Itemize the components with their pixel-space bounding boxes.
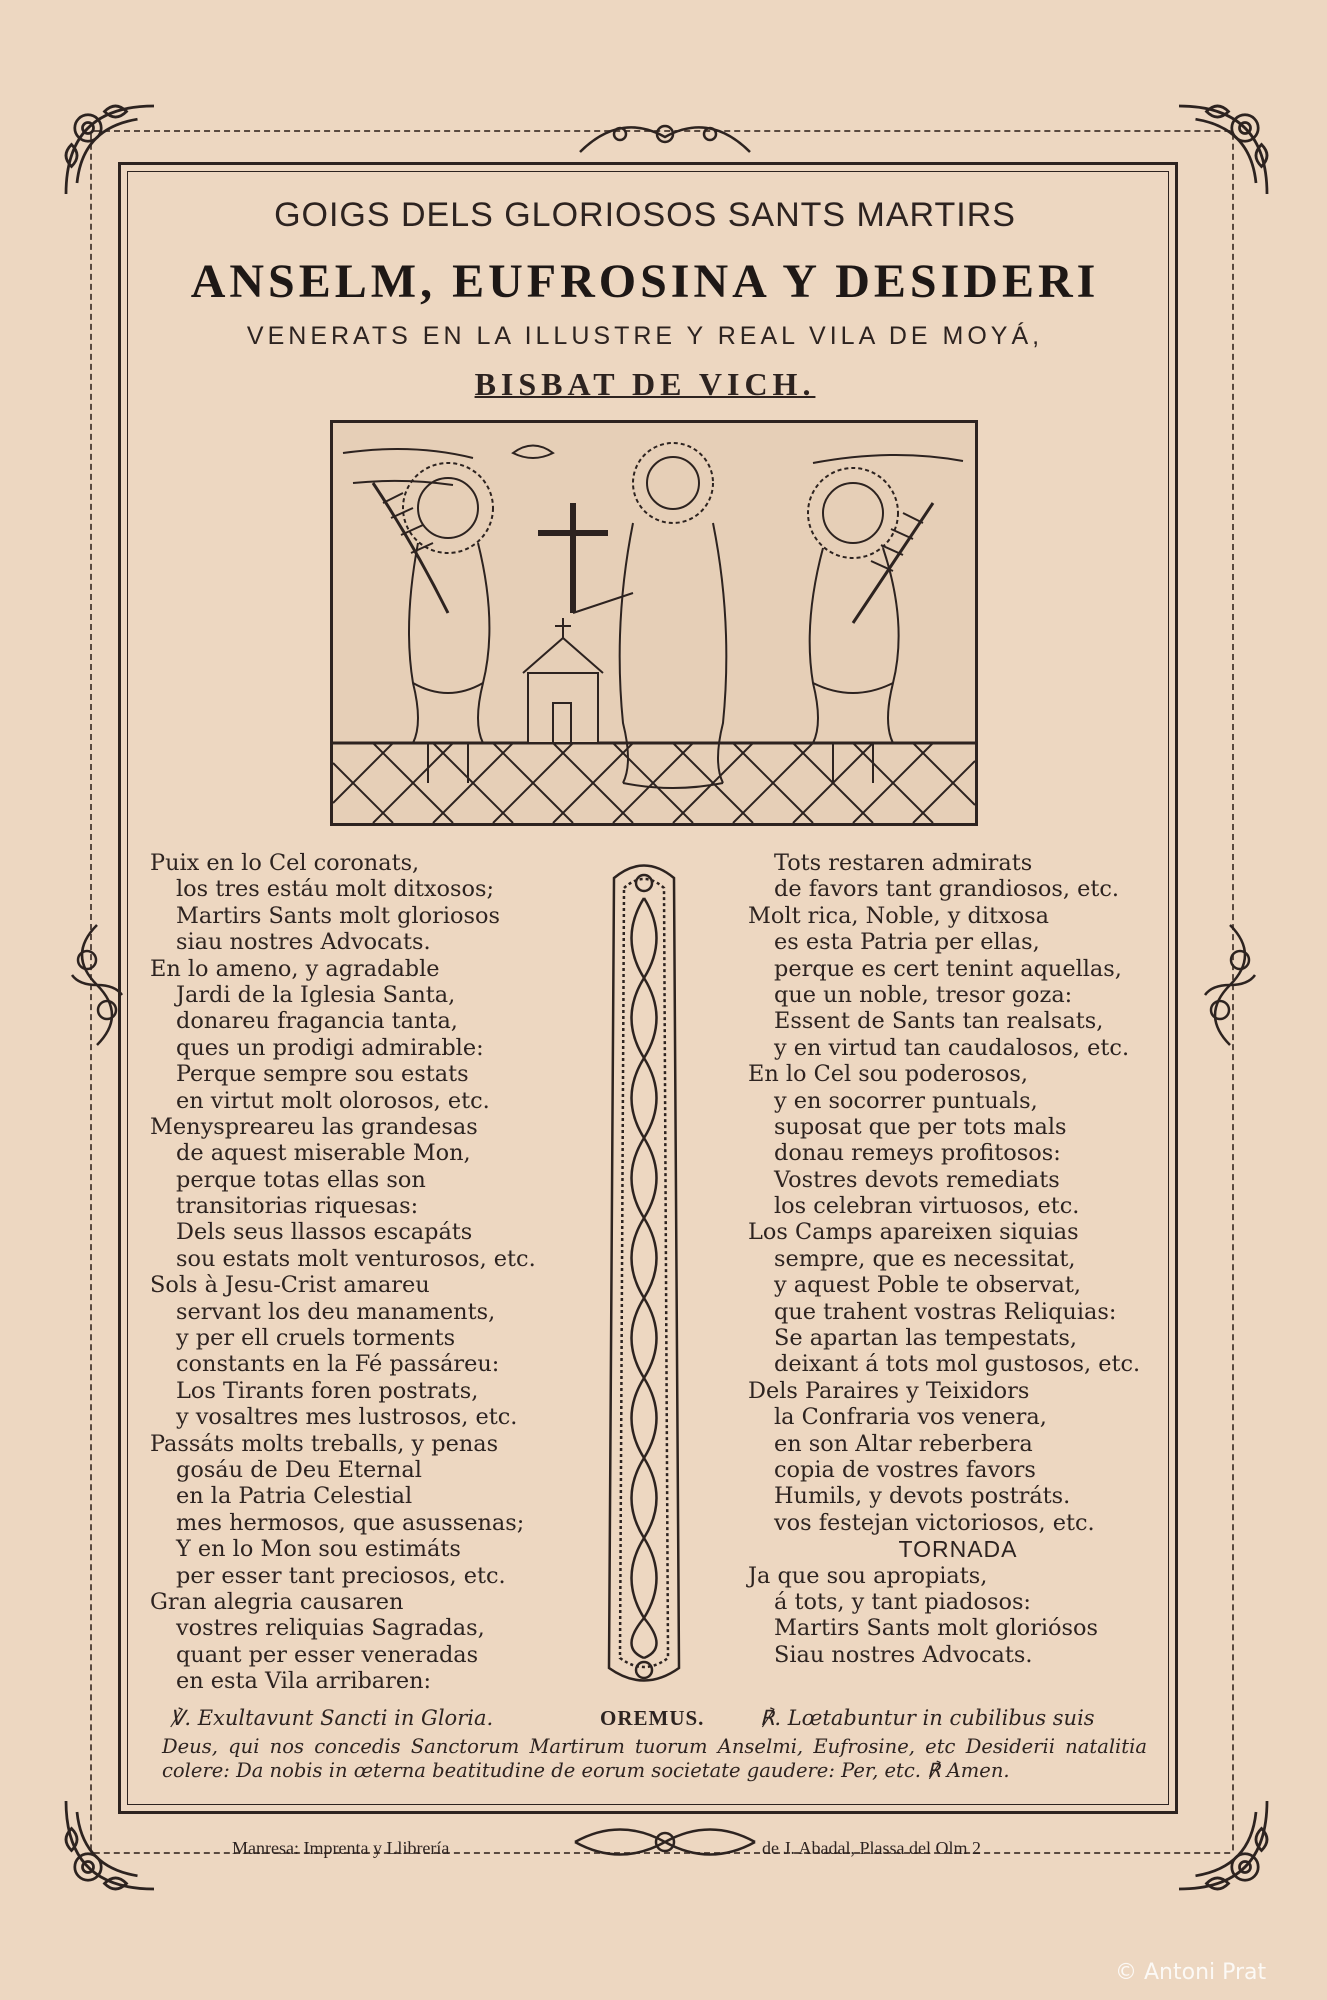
verse-line: gosáu de Deu Eternal [176,1456,422,1483]
verse-line: Ja que sou apropiats, [748,1562,988,1589]
church-building [523,618,603,743]
verse-line: Jardi de la Iglesia Santa, [176,981,456,1008]
verse-line: Siau nostres Advocats. [774,1641,1033,1668]
copyright-watermark: © Antoni Prat [1115,1960,1267,1985]
verse-line: Molt rica, Noble, y ditxosa [748,902,1049,929]
corner-ornament-top-right [1168,95,1278,205]
verse-line: quant per esser veneradas [176,1641,479,1668]
verse-line: Humils, y devots postráts. [774,1483,1071,1510]
verse-line: Y en lo Mon sou estimáts [176,1536,461,1563]
verse-line: los tres estáu molt ditxosos; [176,876,495,903]
woodcut-illustration [330,420,978,826]
tornada-heading: TORNADA [898,1536,1018,1563]
verse-line: y aquest Poble te observat, [774,1272,1081,1299]
verse-line: suposat que per tots mals [774,1113,1067,1140]
verse-line: en la Patria Celestial [176,1483,413,1510]
verse-line: Martirs Sants molt gloriosos [176,902,500,929]
verse-line: donareu fragancia tanta, [176,1008,458,1035]
verse-line: ques un prodigi admirable: [176,1034,484,1061]
verse-line: Los Tirants foren postrats, [176,1377,479,1404]
imprint-right: de J. Abadal, Plassa del Olm 2 [762,1838,981,1858]
verse-line: Se apartan las tempestats, [774,1325,1077,1352]
corner-ornament-bottom-right [1168,1790,1278,1900]
verse-line: per esser tant preciosos, etc. [176,1562,506,1589]
title-line-1: GOIGS DELS GLORIOSOS SANTS MARTIRS [274,196,1016,234]
verse-line: sou estats molt venturosos, etc. [176,1245,536,1272]
verse-line: en son Altar reberbera [774,1430,1033,1457]
verse-line: deixant á tots mol gustosos, etc. [774,1351,1141,1378]
verse-line: donau remeys profitosos: [774,1140,1061,1167]
verse-line: Essent de Sants tan realsats, [774,1008,1104,1035]
verse-line: y vosaltres mes lustrosos, etc. [176,1404,518,1431]
verse-line: Gran alegria causaren [150,1588,404,1615]
response: ℟. Lœtabuntur in cubilibus suis [760,1706,1095,1730]
verse-line: constants en la Fé passáreu: [176,1351,500,1378]
verse-line: perque totas ellas son [176,1166,426,1193]
title-saints-names: ANSELM, EUFROSINA Y DESIDERI [190,255,1100,308]
verse-line: Tots restaren admirats [774,850,1033,876]
verse-line: y en socorrer puntuals, [774,1087,1038,1114]
verse-line: perque es cert tenint aquellas, [774,955,1122,982]
verse-line: Vostres devots remediats [774,1166,1060,1193]
verse-line: Los Camps apareixen siquias [748,1219,1079,1246]
verse-line: mes hermosos, que asussenas; [176,1509,525,1536]
verse-line: de aquest miserable Mon, [176,1140,471,1167]
verse-line: y en virtud tan caudalosos, etc. [774,1034,1130,1061]
ground-hatching [333,743,975,823]
verse-line: Martirs Sants molt gloriósos [774,1615,1098,1642]
verse-line: siau nostres Advocats. [176,929,431,956]
saint-right-figure [808,468,933,783]
verse-line: la Confraria vos venera, [774,1404,1047,1431]
title-bishopric: BISBAT DE VICH. [474,366,816,402]
verse-line: Dels seus llassos escapáts [176,1219,473,1246]
verse-line: En lo Cel sou poderosos, [748,1061,1028,1088]
verse-line: En lo ameno, y agradable [150,955,440,982]
verse-line: que trahent vostras Reliquias: [774,1298,1117,1325]
verse-line: en esta Vila arribaren: [176,1668,432,1695]
verse-line: Perque sempre sou estats [176,1061,469,1088]
versicle: ℣. Exultavunt Sancti in Gloria. [170,1706,494,1730]
verses-right-column [748,850,1168,1668]
verse-line: á tots, y tant piadosos: [774,1588,1031,1615]
bottom-ornament [570,1812,760,1872]
oremus-heading: OREMUS. [600,1706,705,1730]
verse-line: Passáts molts treballs, y penas [150,1430,499,1457]
verse-line: los celebran virtuosos, etc. [774,1193,1080,1220]
verse-line: es esta Patria per ellas, [774,929,1040,956]
verse-line: sempre, que es necessitat, [774,1245,1076,1272]
verse-line: de favors tant grandiosos, etc. [774,876,1120,903]
verse-line: Puix en lo Cel coronats, [150,850,420,876]
verse-line: y per ell cruels torments [176,1325,456,1352]
verses-left-column [150,850,590,1695]
top-ornament [575,112,755,162]
verse-line: servant los deu manaments, [176,1298,496,1325]
verse-line: Menyspreareu las grandesas [150,1113,478,1140]
verse-line: copia de vostres favors [774,1456,1036,1483]
verse-line: Dels Paraires y Teixidors [748,1377,1030,1404]
verse-line: vos festejan victoriosos, etc. [774,1509,1095,1536]
imprint-left: Manresa: Imprenta y Llibrería [232,1838,450,1858]
verse-line: transitorias riquesas: [176,1193,419,1220]
oremus-prayer: Deus, qui nos concedis Sanctorum Martirum tuorum Anselmi, Eufrosine, etc Desiderii natalitia colere: Da nobis in œterna beatitudine de eorum societate gaudere: Per, etc. ℟ Amen. [162,1735,1147,1782]
side-ornament-right [1195,920,1265,1050]
verse-line: Sols à Jesu-Crist amareu [150,1272,430,1299]
title-line-3: VENERATS EN LA ILLUSTRE Y REAL VILA DE MOYÁ, [246,322,1044,350]
verse-line: que un noble, tresor goza: [774,981,1073,1008]
verse-line: en virtut molt olorosos, etc. [176,1087,490,1114]
verse-line: vostres reliquias Sagradas, [176,1615,485,1642]
saint-left-figure [373,463,493,783]
center-vertical-ornament [584,858,704,1688]
